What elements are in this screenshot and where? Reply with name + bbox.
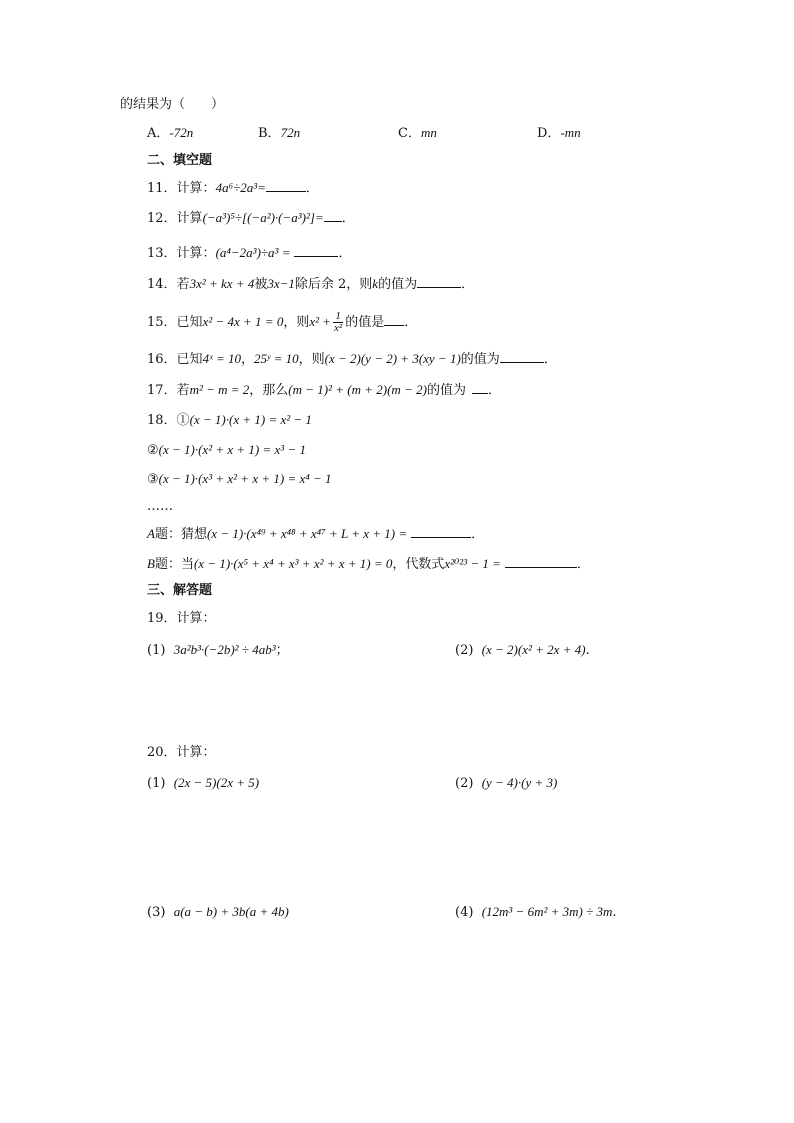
question-text: 已知 <box>176 315 203 330</box>
math-expression: 4a⁶÷2a³= <box>215 180 266 195</box>
q10-option-b[interactable] <box>258 124 300 143</box>
question-text: 题：猜想 <box>154 527 207 542</box>
period: ． <box>543 352 557 367</box>
period: ． <box>338 246 352 261</box>
math-expression: (y − 4)·(y + 3) <box>481 775 558 790</box>
math-expression: 3x−1 <box>267 276 295 291</box>
option-letter: C． <box>398 126 421 141</box>
math-expression: (x − 2)(x² + 2x + 4) <box>481 642 586 657</box>
answer-blank[interactable] <box>266 179 306 192</box>
math-expression: 3a²b³·(−2b)² ÷ 4ab³ <box>173 642 276 657</box>
section-heading-fill-in: 二、填空题 <box>147 153 213 168</box>
q10-tail: 的结果为（ ） <box>120 97 225 112</box>
option-letter: D． <box>537 126 561 141</box>
math-expression: (2x − 5)(2x + 5) <box>173 775 260 790</box>
part-label: A <box>147 526 155 541</box>
question-14 <box>147 275 474 294</box>
fraction <box>333 311 343 334</box>
option-value: -72n <box>169 125 194 140</box>
math-expression: (x − 2)(y − 2) + 3(xy − 1) <box>324 351 461 366</box>
math-expression: x² − 4x + 1 = 0 <box>202 314 284 329</box>
period: ． <box>576 557 590 572</box>
math-expression: 25ʸ = 10 <box>254 351 299 366</box>
answer-blank[interactable] <box>505 555 577 568</box>
question-13 <box>147 244 351 263</box>
question-20-part-4 <box>455 903 617 922</box>
question-number: 15． <box>147 315 177 330</box>
question-18-part-a <box>147 525 484 544</box>
period: ． <box>471 527 485 542</box>
question-number: 16． <box>147 352 177 367</box>
question-number: 14． <box>147 277 177 292</box>
math-expression: (x − 1)·(x + 1) = x² − 1 <box>189 412 312 427</box>
answer-blank[interactable] <box>500 350 544 363</box>
punctuation: . <box>585 643 590 658</box>
math-expression: (x − 1)·(x³ + x² + x + 1) = x⁴ − 1 <box>158 471 332 486</box>
part-label: (4) <box>455 905 474 920</box>
option-value: 72n <box>280 125 301 140</box>
question-18-line-2 <box>147 441 306 460</box>
question-text: 的值为 <box>460 352 500 367</box>
question-text: 除后余 2，则 <box>294 277 373 292</box>
question-text: 的值为 <box>378 277 418 292</box>
question-text: 计算： <box>176 611 216 626</box>
question-number: 19． <box>147 611 177 626</box>
question-text: 的值为 <box>426 383 466 398</box>
question-19-part-2 <box>455 641 590 660</box>
question-text: 计算： <box>176 745 216 760</box>
part-label: (1) <box>147 643 166 658</box>
option-value: mn <box>420 125 437 140</box>
answer-blank[interactable] <box>417 275 461 288</box>
math-expression: (x − 1)·(x⁵ + x⁴ + x³ + x² + x + 1) = 0 <box>193 556 393 571</box>
question-text: 若 <box>176 383 190 398</box>
question-18-line-1 <box>147 411 312 430</box>
period: ． <box>305 181 319 196</box>
question-text: 已知 <box>176 352 203 367</box>
math-variable: k <box>372 276 379 291</box>
question-text: 计算： <box>176 246 216 261</box>
question-text: 的值是 <box>345 315 385 330</box>
answer-blank[interactable] <box>384 313 404 326</box>
question-19-part-1 <box>147 641 289 660</box>
question-17 <box>147 381 501 400</box>
part-label: (1) <box>147 776 166 791</box>
question-20-part-1 <box>147 774 259 793</box>
separator: ， <box>241 352 255 367</box>
q10-option-c[interactable] <box>398 124 437 143</box>
question-20-part-3 <box>147 903 289 922</box>
question-text: 计算 <box>176 211 203 226</box>
question-number: 12． <box>147 211 177 226</box>
circled-number: ② <box>147 443 159 458</box>
section-heading-solutions: 三、解答题 <box>147 583 213 598</box>
period: ． <box>487 383 501 398</box>
punctuation: . <box>612 905 617 920</box>
option-letter: B． <box>258 126 281 141</box>
question-12 <box>147 209 355 228</box>
q10-option-d[interactable] <box>537 124 581 143</box>
math-expression: m² − m = 2 <box>189 382 250 397</box>
circled-number: ① <box>176 413 190 428</box>
question-number: 13． <box>147 246 177 261</box>
math-expression: x²⁰²³ − 1 = <box>444 556 501 571</box>
math-expression: (−a³)⁵÷[(−a²)·(−a³)²]= <box>202 210 324 225</box>
question-text: 被 <box>254 277 268 292</box>
question-text: ，那么 <box>249 383 289 398</box>
math-expression: 3x² + kx + 4 <box>189 276 255 291</box>
question-text: 计算： <box>176 181 216 196</box>
question-number: 20． <box>147 745 177 760</box>
period: ． <box>341 211 355 226</box>
option-value: -mn <box>560 125 581 140</box>
fraction-denominator: x² <box>334 322 343 334</box>
question-text: 若 <box>176 277 190 292</box>
answer-blank[interactable] <box>294 244 338 257</box>
q10-option-a[interactable] <box>147 124 193 143</box>
circled-number: ③ <box>147 472 159 487</box>
question-11 <box>147 179 319 198</box>
fraction-numerator: 1 <box>333 311 343 323</box>
math-expression: 4ˣ = 10 <box>202 351 242 366</box>
math-expression: x² + <box>309 314 332 329</box>
answer-blank[interactable] <box>324 209 342 222</box>
question-text: 题：当 <box>154 557 194 572</box>
ellipsis: …… <box>147 499 173 514</box>
question-text: ，代数式 <box>392 557 445 572</box>
part-label: (3) <box>147 905 166 920</box>
part-label: (2) <box>455 776 474 791</box>
question-18-line-3 <box>147 470 332 489</box>
question-18-part-b <box>147 555 590 574</box>
math-expression: (12m³ − 6m² + 3m) ÷ 3m <box>481 904 613 919</box>
question-number: 17． <box>147 383 177 398</box>
question-text: ，则 <box>283 315 310 330</box>
math-expression: a(a − b) + 3b(a + 4b) <box>173 904 289 919</box>
question-15 <box>147 309 417 336</box>
question-number: 11． <box>147 181 177 196</box>
period: ． <box>404 315 418 330</box>
math-expression: (a⁴−2a³)÷a³ = <box>215 245 291 260</box>
part-label: (2) <box>455 643 474 658</box>
question-19 <box>147 610 216 628</box>
math-expression: (m − 1)² + (m + 2)(m − 2) <box>288 382 427 397</box>
math-expression: (x − 1)·(x² + x + 1) = x³ − 1 <box>158 442 306 457</box>
question-20-part-2 <box>455 774 557 793</box>
option-letter: A． <box>147 126 170 141</box>
question-16 <box>147 350 557 369</box>
math-expression: (x − 1)·(x⁴⁹ + x⁴⁸ + x⁴⁷ + L + x + 1) = <box>206 526 408 541</box>
answer-blank[interactable] <box>472 381 488 394</box>
answer-blank[interactable] <box>411 525 471 538</box>
question-20 <box>147 744 216 762</box>
period: ． <box>461 277 475 292</box>
question-text: ，则 <box>298 352 325 367</box>
question-number: 18． <box>147 413 177 428</box>
punctuation: ； <box>275 643 289 658</box>
part-label: B <box>147 556 155 571</box>
